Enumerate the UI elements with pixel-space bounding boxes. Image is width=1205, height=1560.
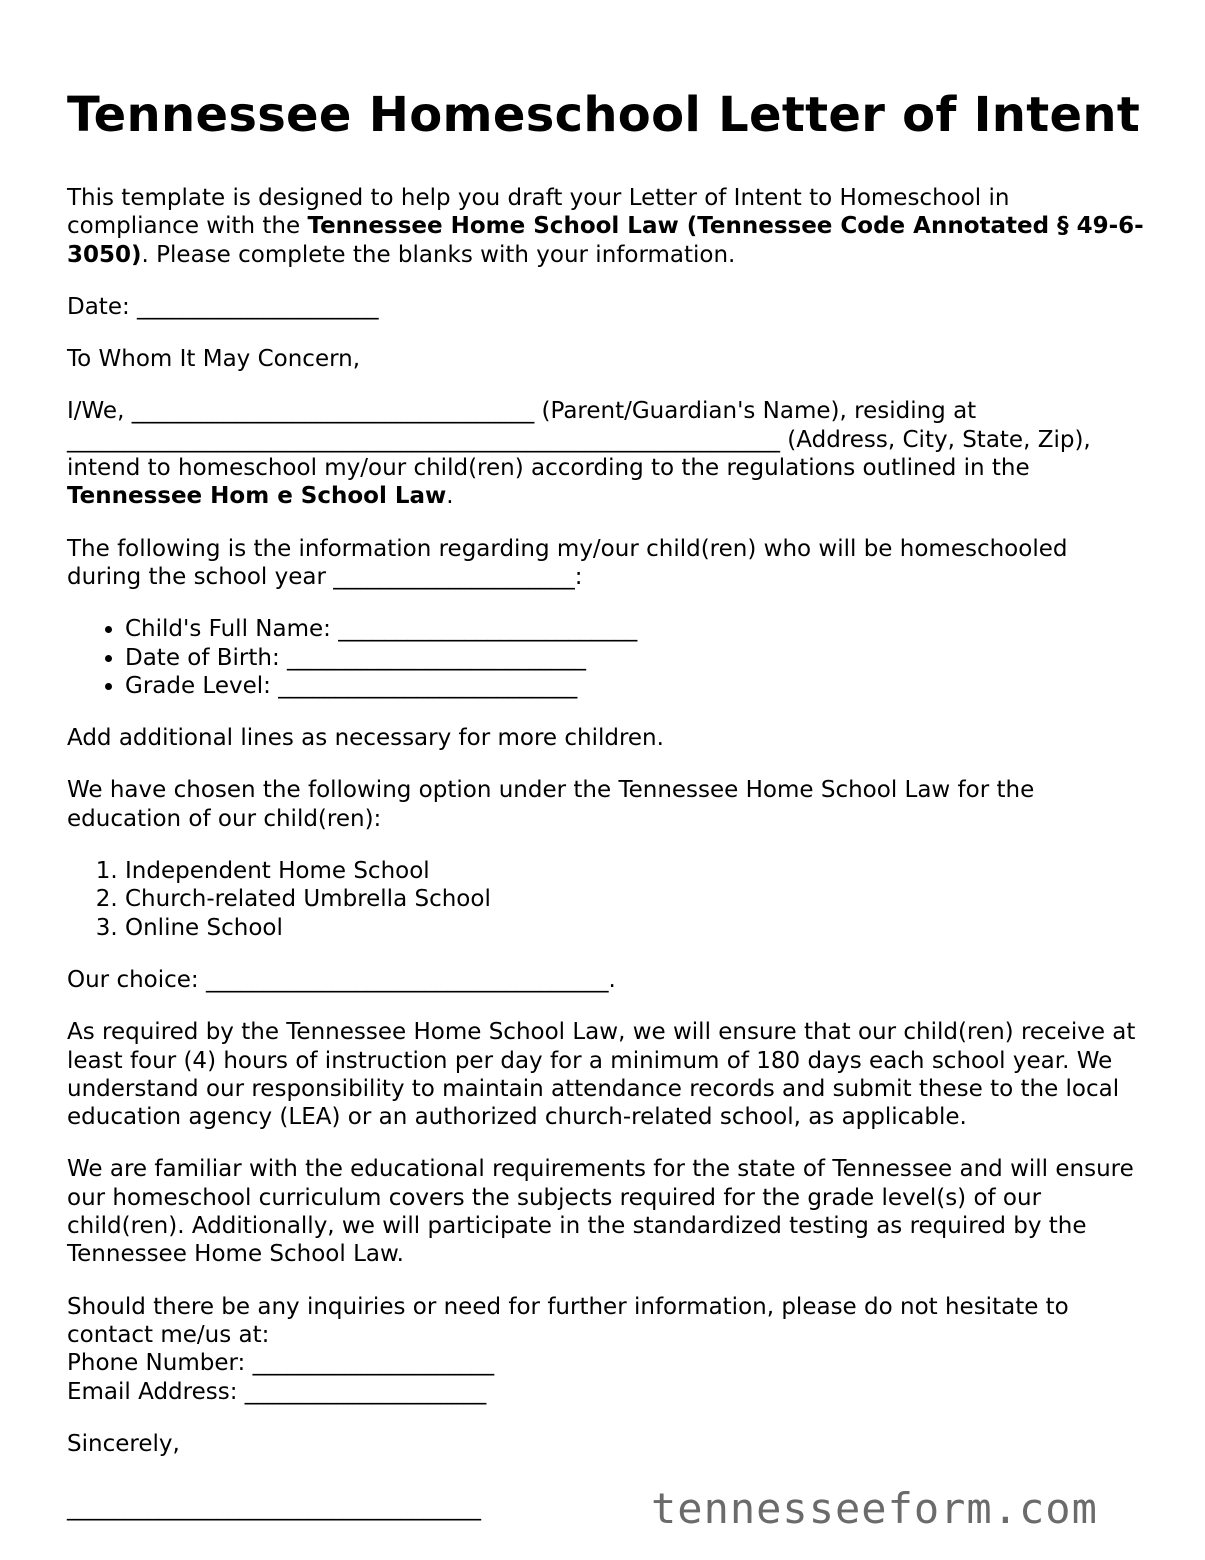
option-item: 1. Independent Home School (125, 857, 1147, 885)
page-title: Tennessee Homeschool Letter of Intent (67, 87, 1141, 143)
birth-date-blank[interactable]: __________________________ (287, 644, 587, 671)
parent-suffix: . (446, 483, 454, 510)
date-blank[interactable]: _____________________ (137, 293, 379, 320)
parent-name-blank[interactable]: ___________________________________ (131, 398, 535, 425)
school-year-blank[interactable]: _____________________ (333, 563, 575, 590)
child-name-label: Child's Full Name: (125, 616, 339, 643)
parent-name-hint: (Parent/Guardian's Name), residing at (534, 398, 977, 425)
contact-intro: Should there be any inquiries or need for further information, please do not hesitate to contact me/us at: (67, 1293, 1069, 1348)
list-item (125, 644, 1147, 672)
option-intro: We have chosen the following option under the Tennessee Home School Law for the education of our child(ren): (67, 777, 1035, 832)
email-blank[interactable]: _____________________ (244, 1378, 487, 1405)
instruction-paragraph: As required by the Tennessee Home School Law, we will ensure that our child(ren) receive at least four (4) hours of instruction per day for a minimum of 180 days each school year. We understand our responsibility to maintain attendance records and submit these to the local education agency (LEA) or an authorized church-related school, as applicable. (67, 1019, 1136, 1131)
closing: Sincerely, (67, 1430, 180, 1457)
curriculum-paragraph: We are familiar with the educational requirements for the state of Tennessee and will ensure our homeschool curriculum covers the subjects required for the grade level(s) of our child(ren). Additionally, we will participate in the standardized testing as required by the Tennessee Home School Law. (67, 1156, 1134, 1268)
list-item (125, 615, 1147, 643)
school-year-suffix: : (574, 563, 583, 590)
choice-blank[interactable]: ___________________________________ (206, 966, 609, 993)
choice-suffix: . (608, 966, 616, 993)
law-citation: Tennessee Home School Law (Tennessee Code Annotated § 49-6-3050) (67, 213, 1144, 268)
salutation: To Whom It May Concern, (67, 346, 361, 373)
grade-level-blank[interactable]: __________________________ (278, 672, 578, 699)
phone-blank[interactable]: _____________________ (252, 1350, 495, 1377)
address-hint: (Address, City, State, Zip), intend to homeschool my/our child(ren) according to the regulations outlined in the (67, 426, 1091, 482)
address-blank[interactable]: ______________________________________________________________ (67, 426, 780, 453)
option-list (67, 857, 1147, 942)
email-label: Email Address: (67, 1378, 245, 1405)
intro-text-end: . Please complete the blanks with your information. (141, 241, 736, 268)
contact-paragraph (67, 1293, 1147, 1406)
intro-paragraph (67, 184, 1147, 269)
school-year-paragraph (67, 535, 1147, 592)
choice-line (67, 966, 1147, 994)
child-info-list (67, 615, 1147, 700)
date-label: Date: (67, 293, 138, 320)
date-line (67, 293, 1147, 321)
list-item (125, 672, 1147, 700)
choice-label: Our choice: (67, 966, 206, 993)
option-item: 2. Church-related Umbrella School (125, 885, 1147, 913)
school-year-text: The following is the information regarding my/our child(ren) who will be homeschooled during the school year (67, 535, 1068, 590)
signature-blank[interactable]: ____________________________________ (67, 1495, 481, 1522)
law-name: Tennessee Hom e School Law (67, 483, 447, 510)
watermark: tennesseeform.com (651, 1484, 1098, 1533)
phone-label: Phone Number: (67, 1350, 253, 1377)
parent-prefix: I/We, (67, 398, 132, 425)
grade-level-label: Grade Level: (125, 672, 279, 699)
additional-lines-note: Add additional lines as necessary for more children. (67, 725, 664, 752)
letter-document (67, 82, 1147, 1546)
intro-text: This template is designed to help you draft your Letter of Intent to Homeschool in compliance with the (67, 185, 1010, 240)
parent-paragraph (67, 397, 1147, 510)
birth-date-label: Date of Birth: (125, 644, 288, 671)
child-name-blank[interactable]: __________________________ (338, 616, 638, 643)
option-item: 3. Online School (125, 914, 1147, 942)
